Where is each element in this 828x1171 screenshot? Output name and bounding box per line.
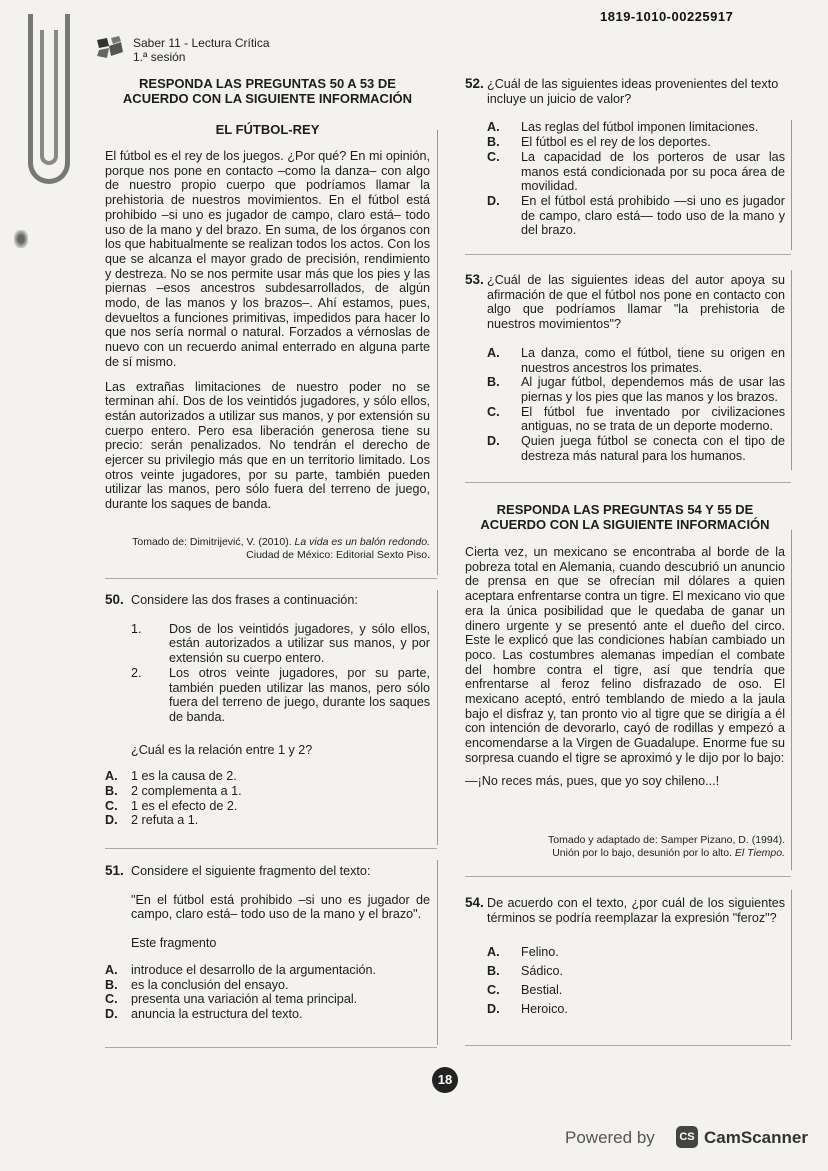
quoted-fragment: "En el fútbol está prohibido –si uno es jugador de campo, claro está– todo uso de la mano y el brazo".	[131, 892, 430, 922]
option-text: 1 es la causa de 2.	[131, 769, 237, 784]
paragraph-1: El fútbol es el rey de los juegos. ¿Por qué? En mi opinión, porque nos pone en contacto –como la danza– con algo de nuestro propio cuerpo que podríamos llamar la prehistoria de nuestros movimientos. En el fútbol está prohibido –si uno es jugador de campo, claro está– todo uso de la mano y del brazo. En suma, de los órganos con los que habitualmente se realizan todos los actos. Con los que se alcanza el mayor grado de precisión, rendimiento y destreza. No se nos permite usar más que los pies y las piernas –esos ancestros subdesarrollados, de algún modo, de las manos y los brazos–. Ahí estamos, pues, devueltos a funciones primitivas, impedidos para hacer lo que nos sería normal o natural. Forzados a vérnoslas de nuevo con un recuerdo animal enterrado en alguna parte de sí mismo.	[105, 149, 430, 369]
question-prompt: ¿Cuál es la relación entre 1 y 2?	[131, 742, 313, 757]
option-a[interactable]	[487, 943, 785, 962]
option-text: La danza, como el fútbol, tiene su origen en nuestros ancestros los primates.	[521, 345, 785, 375]
option-letter: B.	[487, 375, 500, 390]
option-letter: B.	[487, 135, 500, 150]
divider	[105, 578, 437, 579]
story-paragraph: Cierta vez, un mexicano se encontraba al borde de la pobreza total en Alemania, cuando descubrió un anuncio de prensa en que se ofrecían mil dólares a quien aceptara enfrentarse contra un tigre. El mexicano vio que era la única posibilidad que le quedaba de ganar un dinero urgente y se presentó ante el dueño del circo. Este le explicó que las condiciones habían cambiado un poco. Las costumbres alemanas impedían el combate del hombre contra el tigre, así que tendría que enfrentarse al feroz felino disfrazado de oso. El mexicano aceptó, entró temblando de miedo a la jaula bajo el disfraz y, tan pronto vio al tigre que se dirigía a él con intención de devorarlo, cayó de rodillas y empezó a encomendarse a la Virgen de Guadalupe. Enorme fue su sorpresa cuando el tigre se aproximó y le dijo por lo bajo:	[465, 545, 785, 765]
question-number: 54.	[465, 895, 484, 910]
instruction-heading: RESPONDA LAS PREGUNTAS 54 Y 55 DE ACUERDO CON LA SIGUIENTE INFORMACIÓN	[480, 502, 770, 532]
divider	[105, 1047, 437, 1048]
option-text: introduce el desarrollo de la argumentación.	[131, 962, 377, 977]
question-lead: Este fragmento	[131, 936, 217, 951]
item-number: 1.	[131, 621, 142, 636]
question-53	[465, 273, 785, 463]
source-prefix: Tomado y adaptado de: Samper Pizano, D. (1994). Unión por lo bajo, desunión por lo alto.	[548, 834, 785, 859]
option-letter: A.	[105, 769, 118, 784]
item-text: Los otros veinte jugadores, por su parte, también pueden utilizar las manos, pero sólo fuera del terreno de juego, durante los saques de banda.	[169, 665, 430, 724]
option-b[interactable]	[487, 375, 785, 404]
option-d[interactable]	[487, 194, 785, 238]
question-stem: Considere las dos frases a continuación:	[131, 593, 358, 607]
option-letter: D.	[487, 1002, 500, 1017]
option-letter: D.	[105, 1006, 118, 1021]
question-number: 52.	[465, 76, 484, 91]
option-d[interactable]	[487, 1000, 785, 1019]
question-54	[465, 896, 785, 1019]
instruction-heading: RESPONDA LAS PREGUNTAS 50 A 53 DE ACUERDO CON LA SIGUIENTE INFORMACIÓN	[122, 76, 413, 106]
right-q53-divider	[791, 270, 792, 470]
option-text: Sádico.	[521, 964, 564, 979]
option-letter: A.	[487, 345, 500, 360]
option-a[interactable]	[487, 346, 785, 375]
option-c[interactable]	[487, 150, 785, 194]
option-letter: B.	[487, 964, 500, 979]
story-source	[545, 834, 785, 860]
option-c[interactable]	[487, 981, 785, 1000]
option-text: En el fútbol está prohibido —si uno es jugador de campo, claro está— todo uso de la mano y del brazo.	[521, 193, 785, 238]
option-a[interactable]	[105, 769, 430, 784]
option-text: 2 refuta a 1.	[131, 813, 199, 828]
option-text: Al jugar fútbol, dependemos más de usar las piernas y los pies que las manos y los brazos.	[521, 375, 785, 404]
q51-divider	[437, 860, 438, 1045]
option-b[interactable]	[105, 978, 430, 993]
option-a[interactable]	[105, 963, 430, 978]
binder-clip-inner	[40, 30, 58, 165]
question-52	[465, 77, 785, 238]
option-b[interactable]	[487, 962, 785, 981]
option-text: 1 es el efecto de 2.	[131, 798, 238, 813]
question-50	[105, 593, 430, 828]
powered-by-label: Powered by	[565, 1128, 655, 1147]
option-letter: C.	[487, 149, 500, 164]
option-letter: A.	[487, 945, 500, 960]
option-letter: D.	[487, 193, 500, 208]
session-label: 1.ª sesión	[133, 50, 186, 64]
list-item	[131, 666, 430, 725]
question-stem: ¿Cuál de las siguientes ideas del autor apoya su afirmación de que el fútbol nos pone en contacto con algo que podríamos llamar "la prehistoria de nuestros movimientos"?	[487, 273, 785, 332]
option-letter: A.	[487, 120, 500, 135]
left-text-divider	[437, 130, 438, 575]
right-story-divider	[791, 530, 792, 870]
question-stem: De acuerdo con el texto, ¿por cuál de los siguientes términos se podría reemplazar la expresión "feroz"?	[487, 896, 785, 925]
divider	[465, 876, 791, 877]
option-text: es la conclusión del ensayo.	[131, 977, 289, 992]
option-d[interactable]	[105, 813, 430, 828]
option-text: presenta una variación al tema principal.	[131, 992, 358, 1007]
question-51	[105, 864, 430, 1022]
question-number: 50.	[105, 592, 124, 607]
option-d[interactable]	[487, 434, 785, 463]
option-text: Bestial.	[521, 983, 563, 998]
page-code: 1819-1010-00225917	[600, 9, 734, 24]
option-c[interactable]	[105, 799, 430, 814]
story-text	[465, 545, 785, 788]
text-title-block	[105, 122, 430, 137]
option-b[interactable]	[487, 135, 785, 150]
option-letter: A.	[105, 962, 118, 977]
exam-title: Saber 11 - Lectura Crítica	[133, 36, 270, 50]
question-stem: Considere el siguiente fragmento del texto:	[131, 864, 371, 878]
source-suffix: Ciudad de México: Editorial Sexto Piso.	[246, 549, 430, 561]
option-text: El fútbol fue inventado por civilizaciones antiguas, no se trata de un deporte moderno.	[521, 404, 785, 434]
q54-divider	[791, 890, 792, 1040]
option-text: El fútbol es el rey de los deportes.	[521, 135, 711, 150]
story-dialogue: —¡No reces más, pues, que yo soy chileno...!	[465, 773, 720, 788]
left-instruction	[105, 76, 430, 106]
option-text: anuncia la estructura del texto.	[131, 1006, 303, 1021]
option-d[interactable]	[105, 1007, 430, 1022]
divider	[465, 482, 791, 483]
icfes-logo-icon	[95, 36, 125, 60]
right-q52-divider	[791, 120, 792, 250]
option-letter: B.	[105, 784, 118, 799]
option-b[interactable]	[105, 784, 430, 799]
source-citation	[105, 536, 430, 562]
option-text: 2 complementa a 1.	[131, 784, 242, 799]
option-text: Felino.	[521, 945, 559, 960]
option-c[interactable]	[487, 405, 785, 434]
list-item	[131, 622, 430, 666]
option-letter: C.	[105, 798, 118, 813]
source-book-title: La vida es un balón redondo.	[294, 536, 430, 548]
option-a[interactable]	[487, 120, 785, 135]
option-text: Quien juega fútbol se conecta con el tipo de destreza más natural para los humanos.	[521, 434, 785, 463]
paragraph-2: Las extrañas limitaciones de nuestro poder no se terminan ahí. Dos de los veintidós jugadores, y sólo ellos, están autorizados a utilizar sus manos, y por extensión su cuerpo entero. Pero esa liberación generosa tiene su precio: serán penalizados. No tendrán el derecho de ejercer su privilegio más que en un territorio limitado. Los otros veinte jugadores, por su parte, también pueden utilizar las manos, pero sólo fuera del terreno de juego, durante los saques de banda.	[105, 379, 430, 512]
divider	[105, 848, 437, 849]
header	[133, 36, 270, 64]
option-letter: C.	[105, 992, 118, 1007]
reading-text	[105, 149, 430, 512]
right-instruction	[465, 502, 785, 532]
camscanner-brand: CamScanner	[704, 1128, 808, 1147]
scan-mark	[14, 230, 28, 248]
option-text: La capacidad de los porteros de usar las manos está condicionada por su poca área de movilidad.	[521, 149, 785, 194]
text-title: EL FÚTBOL-REY	[215, 122, 320, 137]
divider	[465, 254, 791, 255]
divider	[465, 1045, 791, 1046]
option-letter: D.	[105, 813, 118, 828]
item-number: 2.	[131, 665, 142, 680]
camscanner-logo-icon: CS	[676, 1126, 698, 1148]
question-number: 51.	[105, 863, 124, 878]
page-number: 18	[432, 1067, 458, 1093]
option-letter: D.	[487, 434, 500, 449]
option-c[interactable]	[105, 992, 430, 1007]
option-letter: C.	[487, 404, 500, 419]
q50-divider	[437, 590, 438, 845]
option-text: Las reglas del fútbol imponen limitaciones.	[521, 120, 759, 135]
question-number: 53.	[465, 272, 484, 287]
item-text: Dos de los veintidós jugadores, y sólo ellos, están autorizados a utilizar sus manos, y por extensión su cuerpo entero.	[169, 621, 430, 666]
option-letter: C.	[487, 983, 500, 998]
option-text: Heroico.	[521, 1002, 568, 1017]
source-newspaper: El Tiempo.	[734, 847, 785, 859]
question-stem: ¿Cuál de las siguientes ideas provenientes del texto incluye un juicio de valor?	[487, 77, 779, 106]
source-prefix: Tomado de: Dimitrijević, V. (2010).	[132, 536, 292, 548]
option-letter: B.	[105, 977, 118, 992]
